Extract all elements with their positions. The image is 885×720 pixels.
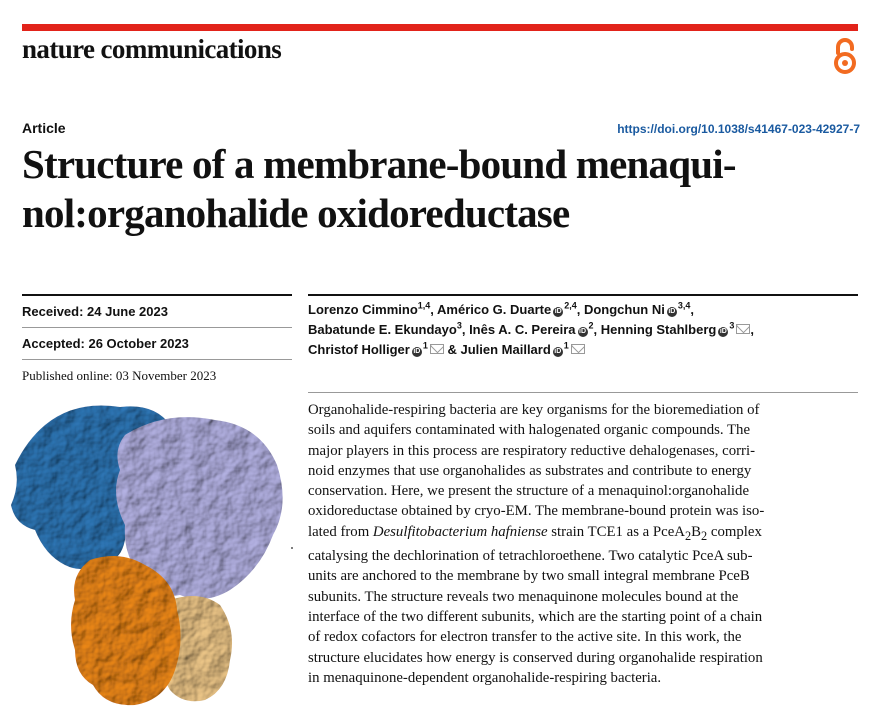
divider (22, 294, 292, 296)
abstract-line: in menaquinone-dependent organohalide-respiring bacteria. (308, 669, 662, 686)
author-name[interactable]: Dongchun Ni (583, 302, 665, 317)
divider (22, 327, 292, 328)
affiliation-sup: 1 (422, 340, 428, 351)
author-line (308, 320, 754, 340)
abstract-line: conservation. Here, we present the structure of a menaquinol:organohalide (308, 483, 750, 500)
author-separator: , (750, 322, 754, 337)
author-separator: , (593, 322, 601, 337)
orcid-icon[interactable]: iD (579, 328, 587, 335)
author-name[interactable]: Américo G. Duarte (437, 302, 552, 317)
abstract-text: strain TCE1 as a PceA (547, 523, 685, 540)
abstract-text: B (691, 523, 702, 540)
abstract-line: oxidoreductase obtained by cryo-EM. The membrane-bound protein was iso- (308, 503, 765, 520)
abstract-line: units are anchored to the membrane by two small integral membrane PceB (308, 568, 750, 585)
abstract-text: complex (707, 523, 762, 540)
author-name[interactable]: Christof Holliger (308, 342, 410, 357)
article-type: Article (22, 120, 66, 136)
orcid-icon[interactable]: iD (413, 348, 421, 355)
orcid-icon[interactable]: iD (554, 348, 562, 355)
author-line (308, 340, 754, 360)
author-separator: , (430, 302, 438, 317)
orcid-icon[interactable]: iD (668, 308, 676, 315)
abstract-line: subunits. The structure reveals two menaquinone molecules bound at the (308, 588, 739, 605)
orcid-icon[interactable]: iD (554, 308, 562, 315)
abstract-line: noid enzymes that use organohalides as substrates and contribute to energy (308, 462, 752, 479)
email-icon[interactable] (571, 344, 585, 354)
published-date: Published online: 03 November 2023 (22, 368, 217, 383)
accepted-date: Accepted: 26 October 2023 (22, 336, 189, 351)
affiliation-sup: 3 (456, 320, 462, 331)
article-title (22, 140, 872, 238)
abstract-line: structure elucidates how energy is conserved during organohalide respiration (308, 649, 763, 666)
affiliation-sup: 3 (729, 320, 735, 331)
author-list (308, 300, 754, 360)
divider (308, 392, 858, 393)
title-line: Structure of a membrane-bound menaqui- (22, 141, 736, 187)
author-name[interactable]: Julien Maillard (460, 342, 551, 357)
affiliation-sup: 2,4 (564, 300, 577, 311)
protein-structure-figure (5, 395, 290, 710)
email-icon[interactable] (736, 324, 750, 334)
open-access-icon[interactable] (829, 36, 861, 76)
abstract-line: interface of the two different subunits, which are the starting point of a chain (308, 608, 763, 625)
subscript: 2 (685, 528, 692, 543)
abstract-line: catalysing the dechlorination of tetrachloroethene. Two catalytic PceA sub- (308, 548, 753, 565)
subscript: 2 (701, 528, 708, 543)
stray-mark (291, 547, 293, 549)
affiliation-sup: 1 (563, 340, 569, 351)
abstract-text: lated from (308, 523, 373, 540)
abstract-line: of redox cofactors for electron transfer to the active site. In this work, the (308, 629, 742, 646)
email-icon[interactable] (430, 344, 444, 354)
affiliation-sup: 2 (588, 320, 594, 331)
author-separator: , (690, 302, 694, 317)
abstract-line: major players in this process are respiratory reductive dehalogenases, corri- (308, 442, 756, 459)
author-separator: , (461, 322, 470, 337)
abstract (308, 400, 860, 688)
accent-bar (22, 24, 858, 31)
author-separator: , (576, 302, 584, 317)
abstract-line: Organohalide-respiring bacteria are key organisms for the bioremediation of (308, 402, 760, 418)
author-name[interactable]: Henning Stahlberg (600, 322, 717, 337)
doi-link[interactable]: https://doi.org/10.1038/s41467-023-42927-7 (617, 122, 860, 136)
abstract-line: soils and aquifers contaminated with halogenated organic compounds. The (308, 422, 751, 439)
divider (22, 359, 292, 360)
divider (308, 294, 858, 296)
journal-logo[interactable]: nature communications (22, 34, 282, 64)
author-name[interactable]: Inês A. C. Pereira (469, 322, 576, 337)
title-line: nol:organohalide oxidoreductase (22, 190, 570, 236)
abstract-line (308, 522, 860, 546)
author-name[interactable]: Babatunde E. Ekundayo (308, 322, 457, 337)
orcid-icon[interactable]: iD (719, 328, 727, 335)
species-name: Desulfitobacterium hafniense (372, 523, 548, 540)
author-line (308, 300, 754, 320)
received-date: Received: 24 June 2023 (22, 304, 168, 319)
author-separator: & (443, 342, 461, 357)
affiliation-sup: 1,4 (417, 300, 431, 311)
author-name[interactable]: Lorenzo Cimmino (308, 302, 418, 317)
affiliation-sup: 3,4 (677, 300, 691, 311)
